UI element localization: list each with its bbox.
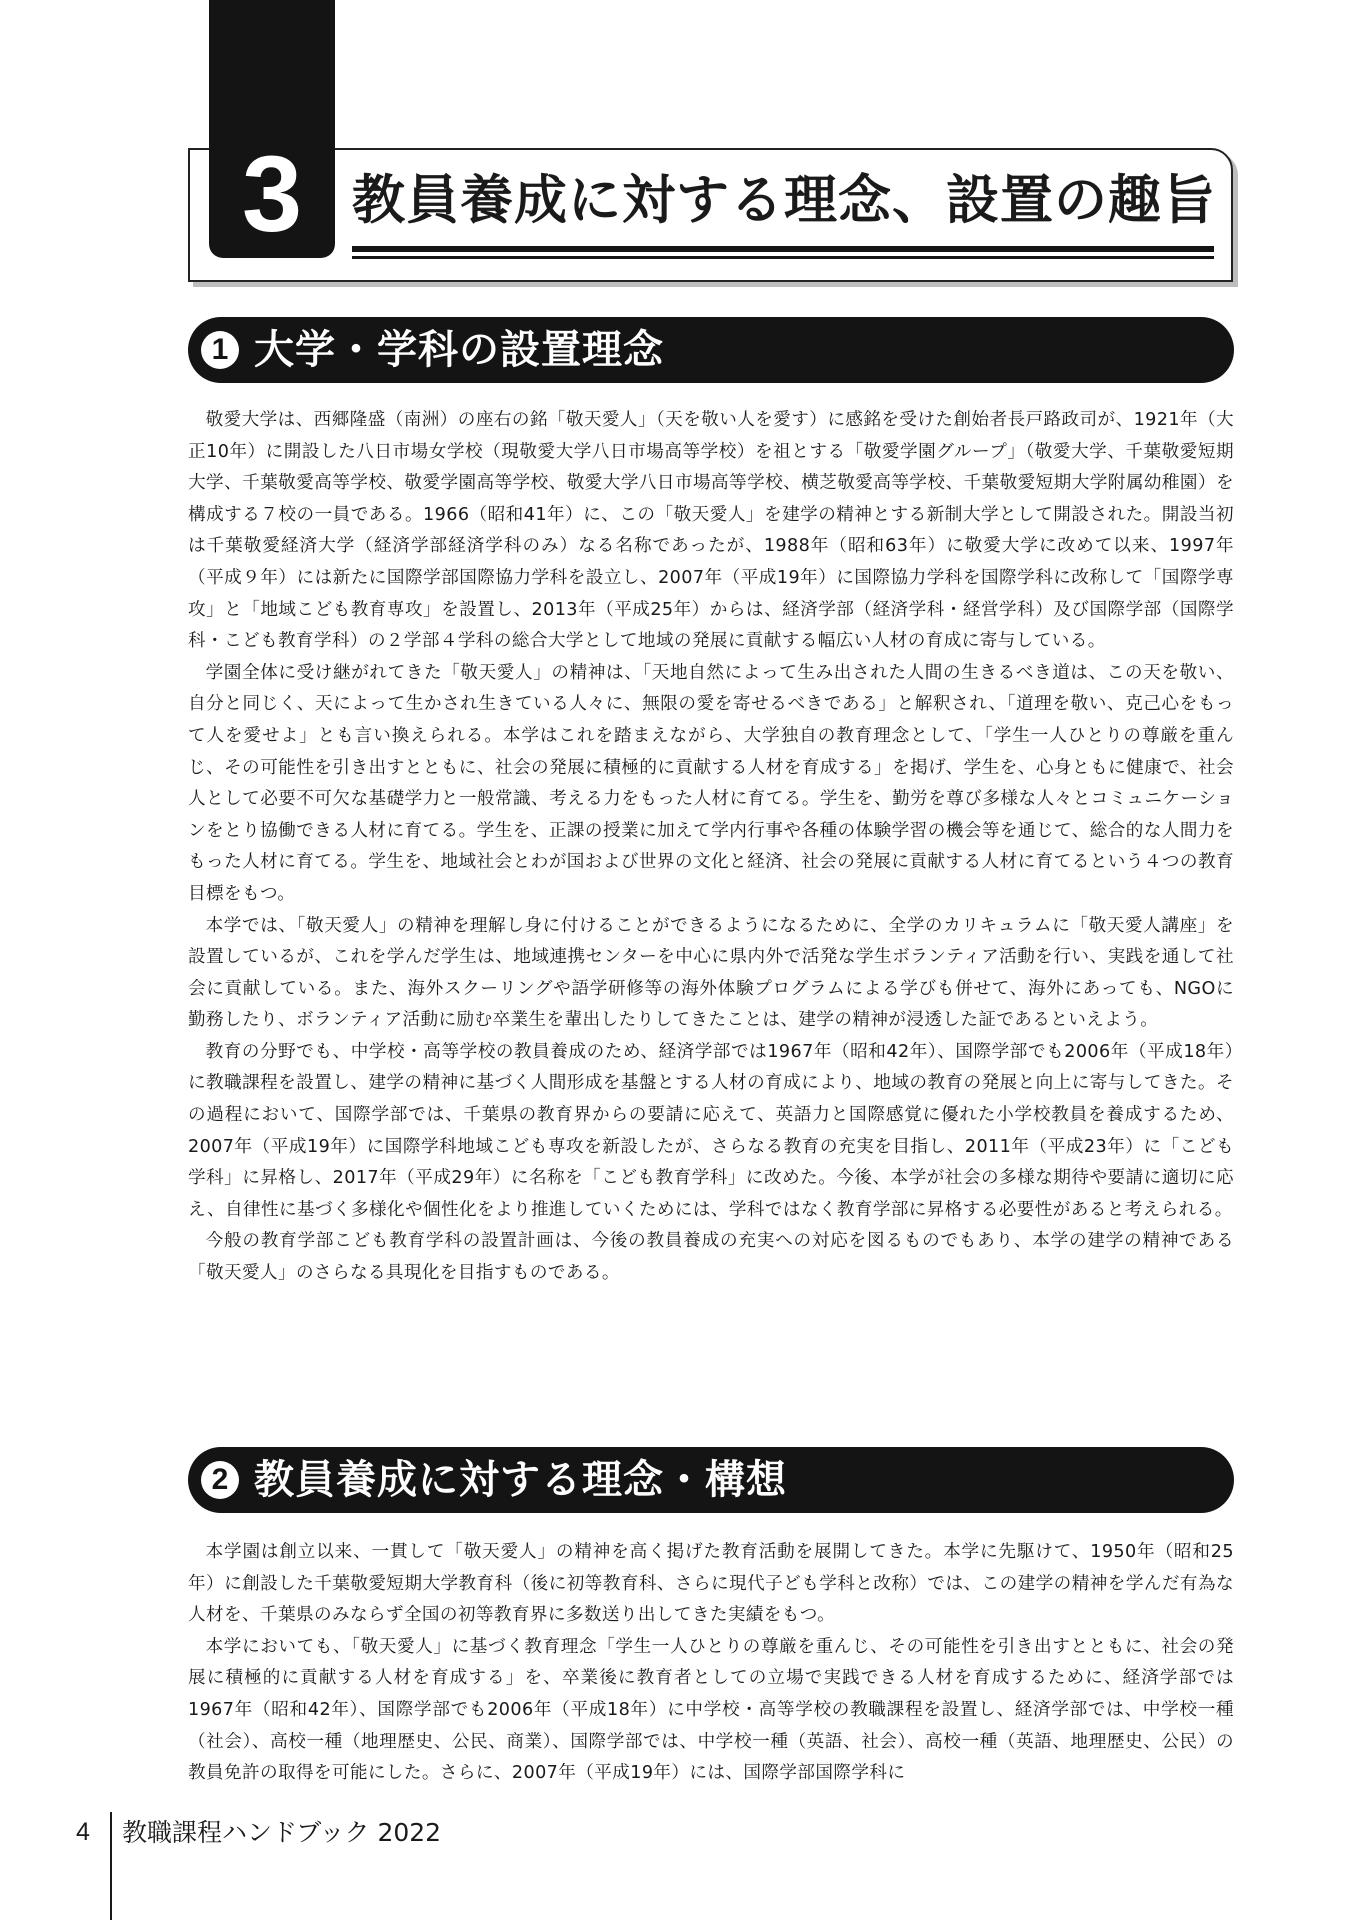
- paragraph: 敬愛大学は、西郷隆盛（南洲）の座右の銘「敬天愛人」（天を敬い人を愛す）に感銘を受けた創始者長戸路政司が、1921年（大正10年）に開設した八日市場女学校（現敬愛大学八日市場高等学校）を祖とする「敬愛学園グループ」（敬愛大学、千葉敬愛短期大学、千葉敬愛高等学校、敬愛学園高等学校、敬愛大学八日市場高等学校、横芝敬愛高等学校、千葉敬愛短期大学附属幼稚園）を構成する７校の一員である。1966（昭和41年）に、この「敬天愛人」を建学の精神とする新制大学として開設された。開設当初は千葉敬愛経済大学（経済学部経済学科のみ）なる名称であったが、1988年（昭和63年）に敬愛大学に改めて以来、1997年（平成９年）には新たに国際学部国際協力学科を設立し、2007年（平成19年）に国際協力学科を国際学科に改称して「国際学専攻」と「地域こども教育専攻」を設置し、2013年（平成25年）からは、経済学部（経済学科・経営学科）及び国際学部（国際学科・こども教育学科）の２学部４学科の総合大学として地域の発展に貢献する幅広い人材の育成に寄与している。: [188, 410, 1235, 652]
- section-2-body: [188, 1537, 1234, 1790]
- chapter-title: 教員養成に対する理念、設置の趣旨: [352, 170, 1216, 231]
- section-heading-1: [188, 317, 1234, 383]
- footer-divider: [110, 1812, 112, 1920]
- section-number-badge: 2: [201, 1461, 239, 1499]
- page-number: 4: [76, 1818, 90, 1846]
- chapter-number: 3: [241, 133, 303, 254]
- paragraph: 本学では、「敬天愛人」の精神を理解し身に付けることができるようになるために、全学のカリキュラムに「敬天愛人講座」を設置しているが、これを学んだ学生は、地域連携センターを中心に県内外で活発な学生ボランティア活動を行い、実践を通して社会に貢献している。また、海外スクーリングや語学研修等の海外体験プログラムによる学びも併せて、海外にあっても、NGOに勤務したり、ボランティア活動に励む卒業生を輩出したりしてきたことは、建学の精神が浸透した証であるといえよう。: [188, 915, 1235, 1031]
- paragraph: 本学園は創立以来、一貫して「敬天愛人」の精神を高く掲げた教育活動を展開してきた。本学に先駆けて、1950年（昭和25年）に創設した千葉敬愛短期大学教育科（後に初等教育科、さらに現代子ども学科と改称）では、この建学の精神を学んだ有為な人材を、千葉県のみならず全国の初等教育界に多数送り出してきた実績をもつ。: [188, 1542, 1234, 1626]
- section-number-badge: 1: [201, 331, 239, 369]
- paragraph: 学園全体に受け継がれてきた「敬天愛人」の精神は、「天地自然によって生み出された人間の生きるべき道は、この天を敬い、自分と同じく、天によって生かされ生きている人々に、無限の愛を寄せるべきである」と解釈され、「道理を敬い、克己心をもって人を愛せよ」とも言い換えられる。本学はこれを踏まえながら、大学独自の教育理念として、「学生一人ひとりの尊厳を重んじ、その可能性を引き出すとともに、社会の発展に積極的に貢献する人材を育成する」を掲げ、学生を、心身ともに健康で、社会人として必要不可欠な基礎学力と一般常識、考える力をもった人材に育てる。学生を、勤労を尊び多様な人々とコミュニケーションをとり協働できる人材に育てる。学生を、正課の授業に加えて学内行事や各種の体験学習の機会等を通じて、総合的な人間力をもった人材に育てる。学生を、地域社会とわが国および世界の文化と経済、社会の発展に貢献する人材に育てるという４つの教育目標をもつ。: [188, 662, 1234, 904]
- chapter-title-underline: [352, 246, 1214, 252]
- book-title: 教職課程ハンドブック 2022: [122, 1818, 442, 1847]
- section-title: 大学・学科の設置理念: [254, 327, 664, 373]
- paragraph: 教育の分野でも、中学校・高等学校の教員養成のため、経済学部では1967年（昭和42年）、国際学部でも2006年（平成18年）に教職課程を設置し、建学の精神に基づく人間形成を基盤とする人材の育成により、地域の教育の発展と向上に寄与してきた。その過程において、国際学部では、千葉県の教育界からの要請に応えて、英語力と国際感覚に優れた小学校教員を養成するため、2007年（平成19年）に国際学科地域こども専攻を新設したが、さらなる教育の充実を目指し、2011年（平成23年）に「こども学科」に昇格し、2017年（平成29年）に名称を「こども教育学科」に改めた。今後、本学が社会の多様な期待や要請に適切に応え、自律性に基づく多様化や個性化をより推進していくためには、学科ではなく教育学部に昇格する必要性があると考えられる。: [188, 1041, 1234, 1220]
- paragraph: 今般の教育学部こども教育学科の設置計画は、今後の教員養成の充実への対応を図るものでもあり、本学の建学の精神である「敬天愛人」のさらなる具現化を目指すものである。: [188, 1231, 1234, 1284]
- paragraph: 本学においても、「敬天愛人」に基づく教育理念「学生一人ひとりの尊厳を重んじ、その可能性を引き出すとともに、社会の発展に積極的に貢献する人材を育成する」を、卒業後に教育者としての立場で実践できる人材を育成するために、経済学部では1967年（昭和42年）、国際学部でも2006年（平成18年）に中学校・高等学校の教職課程を設置し、経済学部では、中学校一種（社会）、高校一種（地理歴史、公民、商業）、国際学部では、中学校一種（英語、社会）、高校一種（英語、地理歴史、公民）の教員免許の取得を可能にした。さらに、2007年（平成19年）には、国際学部国際学科に: [188, 1636, 1234, 1784]
- section-title: 教員養成に対する理念・構想: [254, 1457, 787, 1503]
- section-heading-2: [188, 1447, 1234, 1513]
- chapter-title-underline-thin: [352, 256, 1214, 259]
- section-1-body: [188, 405, 1234, 1290]
